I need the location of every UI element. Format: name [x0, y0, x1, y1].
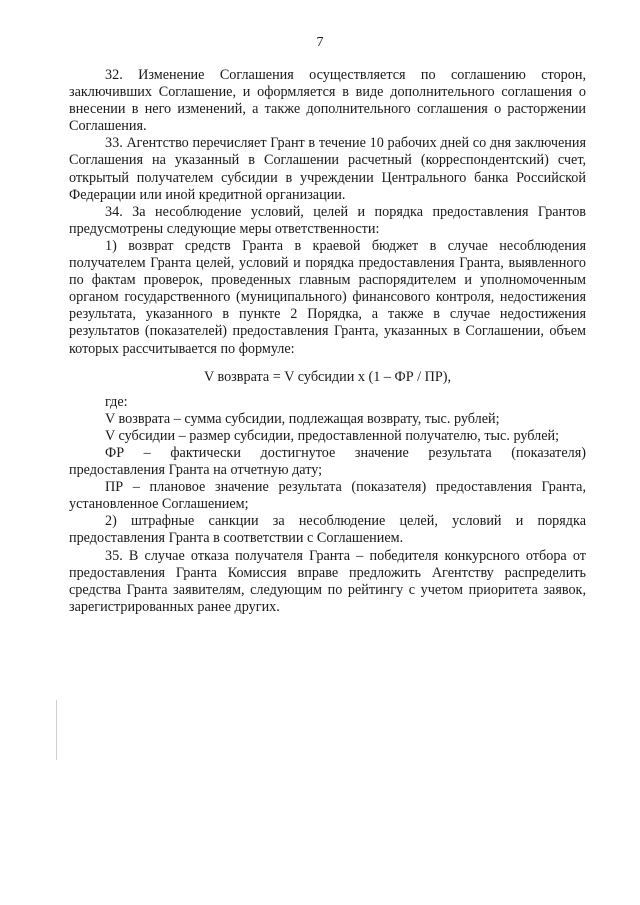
paragraph-35: 35. В случае отказа получателя Гранта – победителя конкурсного отбора от предоставления Гранта Комиссия вправе предложить Агентству распределить средства Гранта заявителям, следующим по рейтингу с учетом приоритета заявок, зарегистрированных ранее других. — [69, 547, 586, 615]
document-body — [69, 67, 586, 616]
refund-formula: V возврата = V субсидии x (1 – ФР / ПР), — [203, 368, 452, 385]
definition-fr: ФР – фактически достигнутое значение результата (показателя) предоставления Гранта на отчетную дату; — [69, 444, 586, 479]
definition-v-subsidy: V субсидии – размер субсидии, предоставленной получателю, тыс. рублей; — [105, 427, 560, 444]
paragraph-34-item-1: 1) возврат средств Гранта в краевой бюджет в случае несоблюдения получателем Гранта целей, условий и порядка предоставления Гранта, выявленного по фактам проверок, проведенных главным распорядителем и уполномоченным органом государственного (муниципального) финансового контроля, недостижения результата, указанного в пункте 2 Порядка, а также в случае недостижения результатов (показателей) предоставления Гранта, указанных в Соглашении, объем которых рассчитывается по формуле: — [69, 237, 586, 357]
paragraph-33: 33. Агентство перечисляет Грант в течение 10 рабочих дней со дня заключения Соглашения на указанный в Соглашении расчетный (корреспондентский) счет, открытый получателем субсидии в учреждении Центрального банка Российской Федерации или иной кредитной организации. — [69, 135, 586, 203]
paragraph-34: 34. За несоблюдение условий, целей и порядка предоставления Грантов предусмотрены следующие меры ответственности: — [69, 203, 586, 237]
definition-v-return: V возврата – сумма субсидии, подлежащая возврату, тыс. рублей; — [105, 410, 500, 427]
scan-artifact-line — [56, 700, 57, 760]
formula-where: где: — [105, 393, 128, 410]
page-number: 7 — [316, 35, 324, 50]
definition-pr: ПР – плановое значение результата (показателя) предоставления Гранта, установленное Соглашением; — [69, 479, 586, 513]
paragraph-34-item-2: 2) штрафные санкции за несоблюдение целей, условий и порядка предоставления Гранта в соответствии с Соглашением. — [69, 513, 586, 547]
paragraph-32: 32. Изменение Соглашения осуществляется по соглашению сторон, заключивших Соглашение, и оформляется в виде дополнительного соглашения о внесении в него изменений, а также дополнительного соглашения о расторжении Соглашения. — [69, 67, 586, 135]
